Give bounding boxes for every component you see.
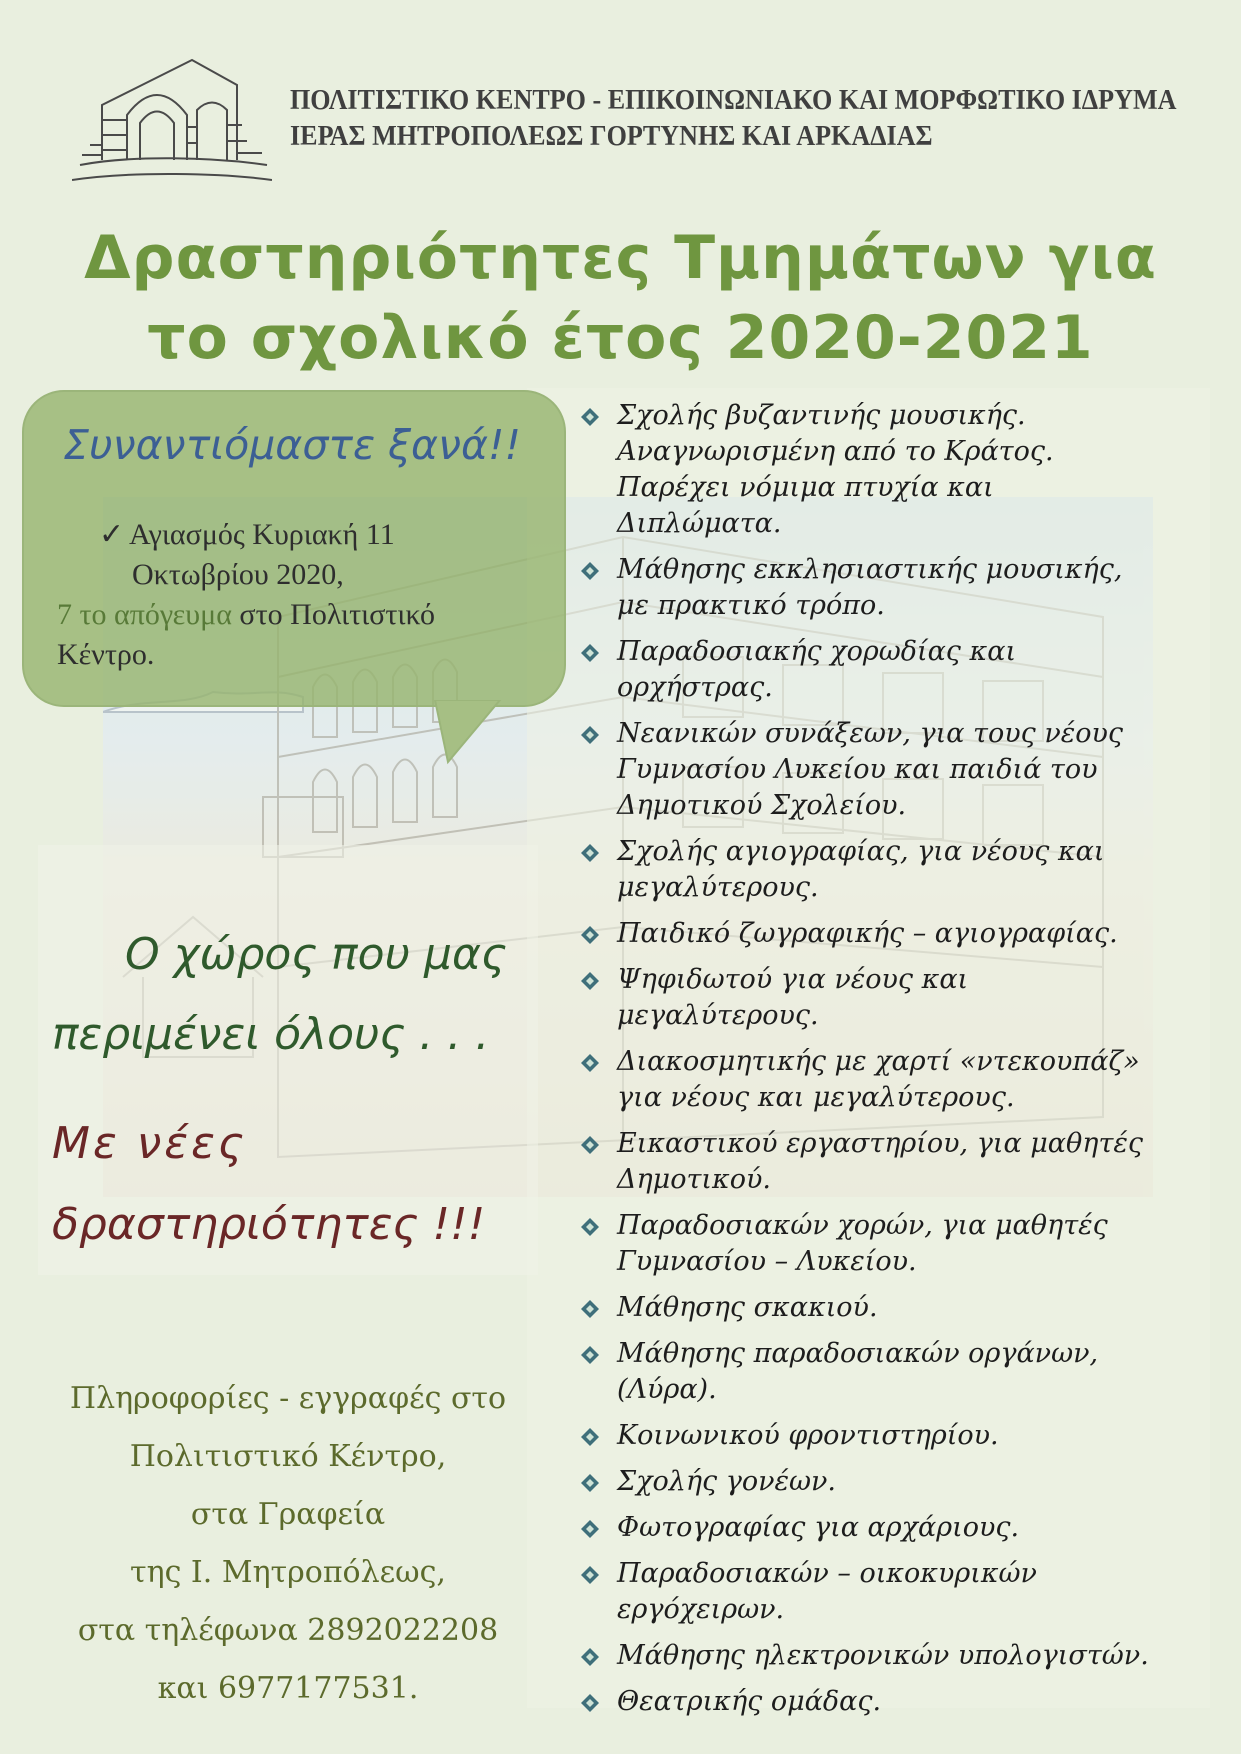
activity-item <box>578 834 1218 906</box>
diamond-bullet-icon <box>580 1299 600 1319</box>
activity-item <box>578 916 1218 952</box>
activity-item <box>578 1638 1218 1674</box>
activity-text: Κοινωνικού φροντιστηρίου. <box>617 1420 999 1451</box>
activity-text: Γυμνασίου Λυκείου και παιδιά του <box>617 754 1098 785</box>
activity-item <box>578 1684 1218 1720</box>
activity-text: με πρακτικό τρόπο. <box>617 590 885 621</box>
speech-bubble-tail <box>430 700 510 770</box>
activity-item <box>578 1418 1218 1454</box>
diamond-bullet-icon <box>580 1135 600 1155</box>
organization-line-1: ΠΟΛΙΤΙΣΤΙΚΟ ΚΕΝΤΡΟ - ΕΠΙΚΟΙΝΩΝΙΑΚΟ ΚΑΙ ΜΟΡΦΩΤΙΚΟ ΙΔΡΥΜΑ <box>290 84 1177 116</box>
activity-text: Μάθησης εκκλησιαστικής μουσικής, <box>617 554 1123 585</box>
activity-text: Φωτογραφίας για αρχάριους. <box>617 1512 1020 1543</box>
poster-title <box>60 218 1181 378</box>
cultural-center-logo <box>72 55 272 185</box>
diamond-bullet-icon <box>580 1053 600 1073</box>
activity-text: Διπλώματα. <box>617 508 782 539</box>
diamond-bullet-icon <box>580 925 600 945</box>
diamond-bullet-icon <box>580 1565 600 1585</box>
activity-text: ορχήστρας. <box>617 672 773 703</box>
blessing-place: στο Πολιτιστικό <box>231 598 435 631</box>
activity-text: Εικαστικού εργαστηρίου, για μαθητές <box>617 1128 1144 1159</box>
activity-item <box>578 552 1218 624</box>
activity-item <box>578 1126 1218 1198</box>
activity-item <box>578 1510 1218 1546</box>
activity-text: Γυμνασίου – Λυκείου. <box>617 1246 917 1277</box>
activity-text: Παραδοσιακών χορών, για μαθητές <box>617 1210 1108 1241</box>
activity-item <box>578 716 1218 824</box>
activity-text: Αναγνωρισμένη από το Κράτος. <box>617 436 1054 467</box>
activity-text: Μάθησης σκακιού. <box>617 1292 878 1323</box>
activity-text: Ψηφιδωτού για νέους και <box>617 964 969 995</box>
activity-item <box>578 1290 1218 1326</box>
diamond-bullet-icon <box>580 407 600 427</box>
activity-text: Παρέχει νόμιμα πτυχία και <box>617 472 994 503</box>
activity-text: Δημοτικού. <box>617 1164 771 1195</box>
diamond-bullet-icon <box>580 1693 600 1713</box>
contact-info-line: της Ι. Μητροπόλεως, <box>130 1555 446 1590</box>
activity-text: Παραδοσιακής χορωδίας και <box>617 636 1017 667</box>
diamond-bullet-icon <box>580 1427 600 1447</box>
slogan-line-4: δραστηριότητες !!! <box>52 1199 486 1250</box>
activity-text: Μάθησης παραδοσιακών οργάνων, <box>617 1338 1099 1369</box>
activity-text: Νεανικών συνάξεων, για τους νέους <box>617 718 1124 749</box>
slogan-line-1: Ο χώρος που μας <box>125 929 507 980</box>
contact-info <box>38 1370 538 1718</box>
diamond-bullet-icon <box>580 843 600 863</box>
diamond-bullet-icon <box>580 561 600 581</box>
activity-text: Σχολής βυζαντινής μουσικής. <box>617 400 1026 431</box>
activity-text: για νέους και μεγαλύτερους. <box>617 1082 1015 1113</box>
contact-info-line: στα Γραφεία <box>190 1497 386 1532</box>
activity-item <box>578 634 1218 706</box>
activity-item <box>578 398 1218 542</box>
activity-text: Δημοτικού Σχολείου. <box>617 790 907 821</box>
activity-item <box>578 1208 1218 1280</box>
activity-text: Σχολής γονέων. <box>617 1466 837 1497</box>
diamond-bullet-icon <box>580 1473 600 1493</box>
blessing-time: 7 το απόγευμα <box>57 598 232 631</box>
activity-text: (Λύρα). <box>617 1374 717 1405</box>
contact-info-line: στα τηλέφωνα 2892022208 <box>77 1613 499 1648</box>
activity-text: εργόχειρων. <box>617 1594 785 1625</box>
activity-item <box>578 1556 1218 1628</box>
bubble-heading: Συναντιόμαστε ξανά!! <box>63 421 521 469</box>
activity-text: μεγαλύτερους. <box>617 1000 819 1031</box>
activity-item <box>578 1464 1218 1500</box>
slogan-line-2: περιμένει όλους . . . <box>52 1009 490 1060</box>
activity-text: Διακοσμητικής με χαρτί «ντεκουπάζ» <box>617 1046 1140 1077</box>
check-icon: ✓ <box>99 518 125 551</box>
activity-text: Παραδοσιακών – οικοκυρικών <box>617 1558 1037 1589</box>
blessing-announcement <box>57 515 537 675</box>
activities-list <box>578 398 1218 1730</box>
activity-text: Θεατρικής ομάδας. <box>617 1686 882 1717</box>
contact-info-line: Πολιτιστικό Κέντρο, <box>129 1439 447 1474</box>
organization-name <box>290 82 1177 154</box>
contact-info-line: και 6977177531. <box>157 1671 419 1706</box>
activity-item <box>578 962 1218 1034</box>
contact-info-line: Πληροφορίες - εγγραφές στο <box>69 1381 507 1416</box>
diamond-bullet-icon <box>580 1217 600 1237</box>
activity-text: Μάθησης ηλεκτρονικών υπολογιστών. <box>617 1640 1149 1671</box>
diamond-bullet-icon <box>580 1345 600 1365</box>
poster-title-line-2: το σχολικό έτος 2020-2021 <box>147 303 1094 373</box>
activity-text: Παιδικό ζωγραφικής – αγιογραφίας. <box>617 918 1118 949</box>
slogan-line-3: Με νέες <box>52 1118 247 1169</box>
activity-text: Σχολής αγιογραφίας, για νέους και <box>617 836 1105 867</box>
blessing-month-line: Οκτωβρίου 2020, <box>132 558 344 591</box>
organization-line-2: ΙΕΡΑΣ ΜΗΤΡΟΠΟΛΕΩΣ ΓΟΡΤΥΝΗΣ ΚΑΙ ΑΡΚΑΔΙΑΣ <box>290 120 933 152</box>
activity-item <box>578 1336 1218 1408</box>
activity-item <box>578 1044 1218 1116</box>
diamond-bullet-icon <box>580 1519 600 1539</box>
diamond-bullet-icon <box>580 971 600 991</box>
diamond-bullet-icon <box>580 643 600 663</box>
poster-title-line-1: Δραστηριότητες Τμημάτων για <box>84 223 1157 293</box>
activity-text: μεγαλύτερους. <box>617 872 819 903</box>
blessing-place-end: Κέντρο. <box>57 638 155 671</box>
diamond-bullet-icon <box>580 725 600 745</box>
blessing-date-line: Αγιασμός Κυριακή 11 <box>129 518 395 551</box>
diamond-bullet-icon <box>580 1647 600 1667</box>
